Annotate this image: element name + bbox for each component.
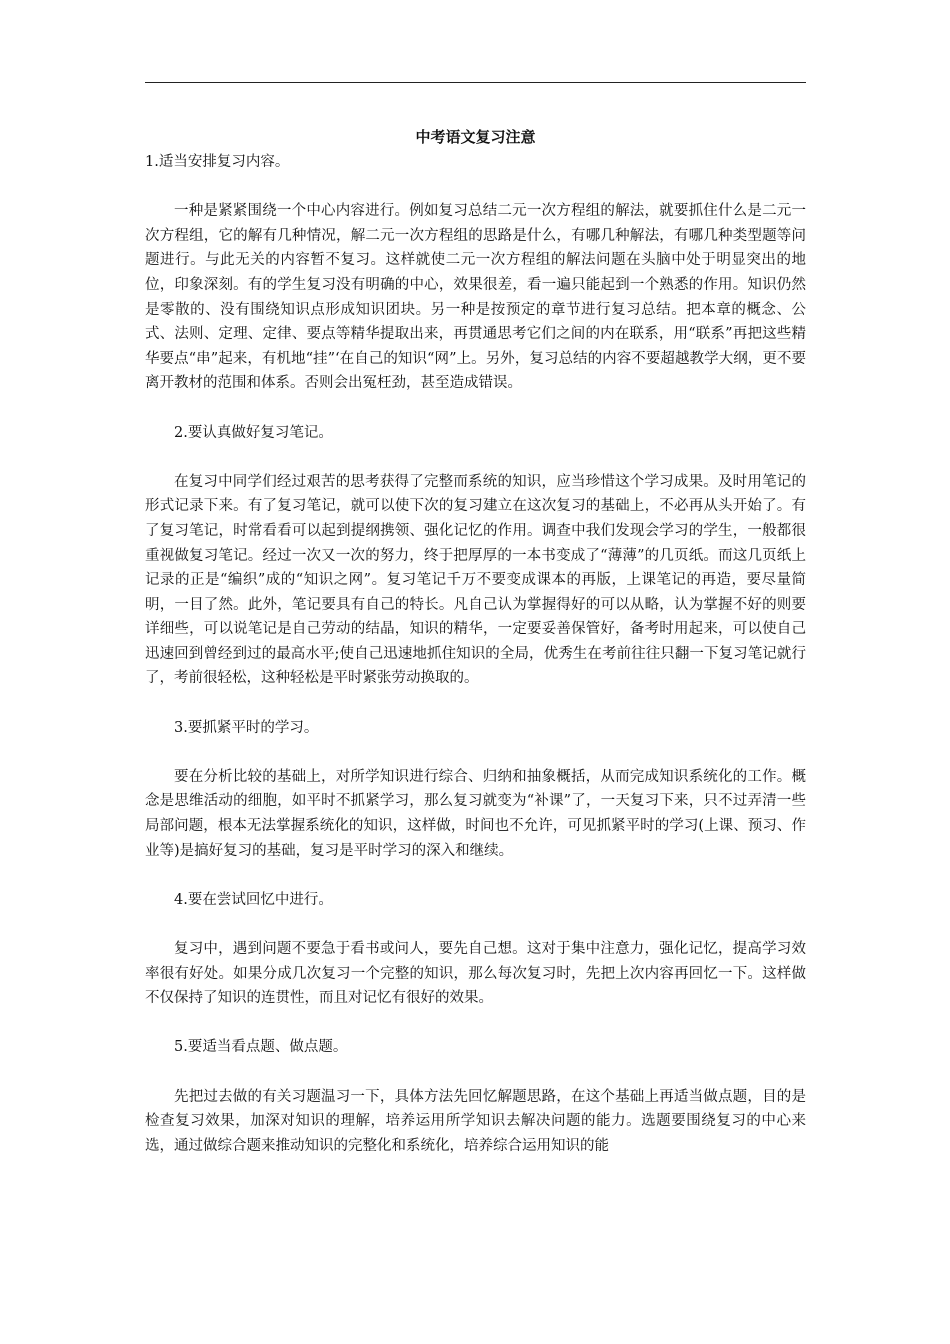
document-title: 中考语文复习注意 xyxy=(415,128,536,146)
section-body-4: 复习中，遇到问题不要急于看书或问人，要先自己想。这对于集中注意力，强化记忆，提高学习效率很有好处。如果分成几次复习一个完整的知识，那么每次复习时，先把上次内容再回忆一下。这样做不仅保持了知识的连贯性，而且对记忆有很好的效果。 xyxy=(145,941,806,1007)
section-body-2: 在复习中同学们经过艰苦的思考获得了完整而系统的知识，应当珍惜这个学习成果。及时用笔记的形式记录下来。有了复习笔记，就可以使下次的复习建立在这次复习的基础上，不必再从头开始了。有了复习笔记，时常看看可以起到提纲携领、强化记忆的作用。调查中我们发现会学习的学生，一般都很重视做复习笔记。经过一次又一次的努力，终于把厚厚的一本书变成了“薄薄”的几页纸。而这几页纸上记录的正是“编织”成的“知识之网”。复习笔记千万不要变成课本的再版，上课笔记的再造，要尽量简明，一目了然。此外，笔记要具有自己的特长。凡自己认为掌握得好的可以从略，认为掌握不好的则要详细些，可以说笔记是自己劳动的结晶，知识的精华，一定要妥善保管好，备考时用起来，可以使自己迅速回到曾经到过的最高水平;使自己迅速地抓住知识的全局，优秀生在考前往往只翻一下复习笔记就行了，考前很轻松，这种轻松是平时紧张劳动换取的。 xyxy=(145,473,806,687)
section-heading-4: 4.要在尝试回忆中进行。 xyxy=(174,891,333,908)
paragraph-gap xyxy=(145,175,806,200)
header-rule xyxy=(145,82,806,83)
section-heading-1: 1.适当安排复习内容。 xyxy=(145,154,290,170)
section-body-1: 一种是紧紧围绕一个中心内容进行。例如复习总结二元一次方程组的解法，就要抓住什么是二元一次方程组，它的解有几种情况，解二元一次方程组的思路是什么，有哪几种解法，有哪几种类型题等问题进行。与此无关的内容暂不复习。这样就使二元一次方程组的解法问题在头脑中处于明显突出的地位，印象深刻。有的学生复习没有明确的中心，效果很差，看一遍只能起到一个熟悉的作用。知识仍然是零散的、没有围绕知识点形成知识团块。另一种是按预定的章节进行复习总结。把本章的概念、公式、法则、定理、定律、要点等精华提取出来，再贯通思考它们之间的内在联系，用“联系”再把这些精华要点“串”起来，有机地“挂”‘在自己的知识“网”上。另外，复习总结的内容不要超越教学大纲，更不要离开教材的范围和体系。否则会出冤枉劲，甚至造成错误。 xyxy=(145,203,806,392)
paragraph-gap xyxy=(145,1060,806,1085)
section-body-3: 要在分析比较的基础上，对所学知识进行综合、归纳和抽象概括，从而完成知识系统化的工作。概念是思维活动的细胞，如平时不抓紧学习，那么复习就变为“补课”了，一天复习下来，只不过弄清一些局部问题，根本无法掌握系统化的知识，这样做，时间也不允许，可见抓紧平时的学习(上课、预习、作业等)是搞好复习的基础，复习是平时学习的深入和继续。 xyxy=(145,768,806,859)
section-heading-2: 2.要认真做好复习笔记。 xyxy=(174,424,333,441)
paragraph-gap xyxy=(145,691,806,716)
section-heading-5: 5.要适当看点题、做点题。 xyxy=(174,1039,348,1056)
paragraph-gap xyxy=(145,740,806,765)
paragraph-gap xyxy=(145,863,806,888)
paragraph-gap xyxy=(145,912,806,937)
section-body-5: 先把过去做的有关习题温习一下，具体方法先回忆解题思路，在这个基础上再适当做点题，目的是检查复习效果，加深对知识的理解，培养运用所学知识去解决问题的能力。选题要围绕复习的中心来选，通过做综合题来推动知识的完整化和系统化，培养综合运用知识的能 xyxy=(145,1088,806,1154)
section-heading-3: 3.要抓紧平时的学习。 xyxy=(174,719,319,736)
paragraph-gap xyxy=(145,445,806,470)
paragraph-gap xyxy=(145,1011,806,1036)
document-body xyxy=(145,150,806,1158)
paragraph-gap xyxy=(145,396,806,421)
